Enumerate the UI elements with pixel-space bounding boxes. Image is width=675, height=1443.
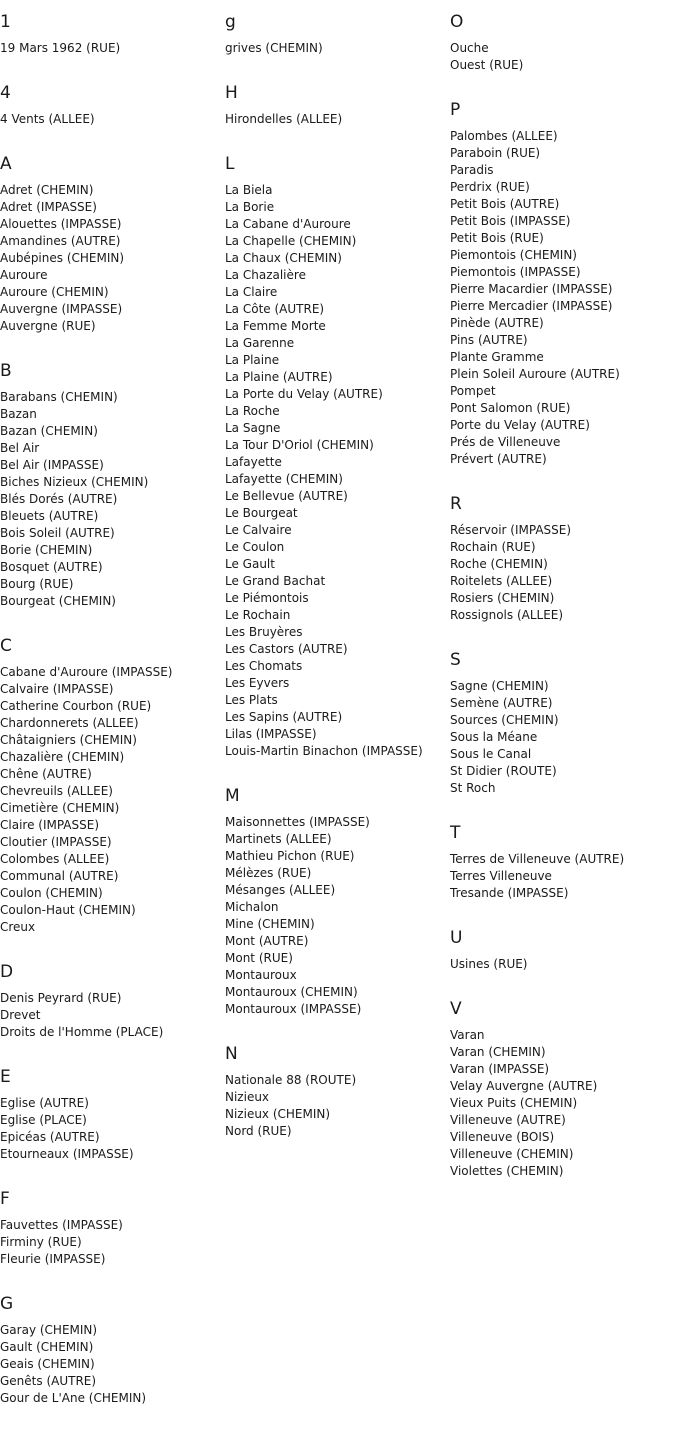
letter-section-r — [450, 494, 675, 624]
letter-section-s — [450, 650, 675, 797]
street-link[interactable]: Rossignols (ALLEE) — [450, 608, 564, 622]
street-link[interactable]: Eglise (PLACE) — [0, 1113, 87, 1127]
street-link[interactable]: Pins (AUTRE) — [450, 333, 528, 347]
street-link[interactable]: La Cabane d'Auroure — [225, 217, 351, 231]
street-list — [225, 40, 450, 57]
street-link[interactable]: Plein Soleil Auroure (AUTRE) — [450, 367, 620, 381]
street-link[interactable]: Fauvettes (IMPASSE) — [0, 1218, 123, 1232]
letter-section-u — [450, 928, 675, 973]
street-list — [0, 182, 225, 335]
street-link[interactable]: Hirondelles (ALLEE) — [225, 112, 343, 126]
letter-heading: P — [450, 100, 461, 120]
street-link[interactable]: Louis-Martin Binachon (IMPASSE) — [225, 744, 423, 758]
street-link[interactable]: Bleuets (AUTRE) — [0, 509, 99, 523]
street-link[interactable]: Petit Bois (IMPASSE) — [450, 214, 571, 228]
street-link[interactable]: Coulon-Haut (CHEMIN) — [0, 903, 136, 917]
street-link[interactable]: Blés Dorés (AUTRE) — [0, 492, 118, 506]
street-link[interactable]: Nord (RUE) — [225, 1124, 292, 1138]
street-link[interactable]: La Côte (AUTRE) — [225, 302, 325, 316]
street-link[interactable]: Communal (AUTRE) — [0, 869, 119, 883]
street-link[interactable]: Auroure (CHEMIN) — [0, 285, 109, 299]
street-link[interactable]: Usines (RUE) — [450, 957, 528, 971]
street-link[interactable]: Terres de Villeneuve (AUTRE) — [450, 852, 625, 866]
street-link[interactable]: Pont Salomon (RUE) — [450, 401, 571, 415]
street-link[interactable]: Lilas (IMPASSE) — [225, 727, 317, 741]
street-link[interactable]: La Borie — [225, 200, 275, 214]
street-link[interactable]: Ouest (RUE) — [450, 58, 524, 72]
street-list — [450, 956, 675, 973]
street-link[interactable]: Montauroux (IMPASSE) — [225, 1002, 362, 1016]
street-link[interactable]: Piemontois (IMPASSE) — [450, 265, 581, 279]
street-list — [450, 678, 675, 797]
street-link[interactable]: La Chaux (CHEMIN) — [225, 251, 342, 265]
letter-heading: H — [225, 83, 238, 103]
street-list — [225, 814, 450, 1018]
street-link[interactable]: Sous la Méane — [450, 730, 538, 744]
street-link[interactable]: Cimetière (CHEMIN) — [0, 801, 120, 815]
street-link[interactable]: Bel Air — [0, 441, 40, 455]
letter-section-v — [450, 999, 675, 1180]
letter-section-c — [0, 636, 225, 936]
letter-heading: U — [450, 928, 463, 948]
street-link[interactable]: Lafayette — [225, 455, 282, 469]
street-link[interactable]: Mine (CHEMIN) — [225, 917, 315, 931]
street-list — [450, 522, 675, 624]
street-list — [0, 1322, 225, 1407]
street-link[interactable]: Epicéas (AUTRE) — [0, 1130, 100, 1144]
street-list — [450, 40, 675, 74]
street-link[interactable]: Le Grand Bachat — [225, 574, 326, 588]
letter-heading: A — [0, 154, 12, 174]
street-link[interactable]: Catherine Courbon (RUE) — [0, 699, 152, 713]
street-link[interactable]: Rosiers (CHEMIN) — [450, 591, 555, 605]
street-link[interactable]: Tresande (IMPASSE) — [450, 886, 569, 900]
street-link[interactable]: La Sagne — [225, 421, 281, 435]
letter-section-e — [0, 1067, 225, 1163]
street-list — [450, 128, 675, 468]
street-link[interactable]: Creux — [0, 920, 36, 934]
street-link[interactable]: La Biela — [225, 183, 273, 197]
letter-heading: L — [225, 154, 235, 174]
street-link[interactable]: Nizieux — [225, 1090, 270, 1104]
street-link[interactable]: La Plaine (AUTRE) — [225, 370, 333, 384]
letter-section-h — [225, 83, 450, 128]
street-link[interactable]: Claire (IMPASSE) — [0, 818, 100, 832]
street-link[interactable]: Cabane d'Auroure (IMPASSE) — [0, 665, 173, 679]
street-link[interactable]: Châtaigniers (CHEMIN) — [0, 733, 137, 747]
street-column-2 — [225, 0, 450, 1166]
street-link[interactable]: Mésanges (ALLEE) — [225, 883, 336, 897]
street-link[interactable]: Cloutier (IMPASSE) — [0, 835, 112, 849]
letter-heading: E — [0, 1067, 11, 1087]
letter-section-1 — [0, 12, 225, 57]
street-list — [0, 1217, 225, 1268]
street-link[interactable]: Les Chomats — [225, 659, 303, 673]
street-link[interactable]: Adret (IMPASSE) — [0, 200, 97, 214]
street-link[interactable]: Aubépines (CHEMIN) — [0, 251, 125, 265]
street-link[interactable]: Michalon — [225, 900, 279, 914]
letter-section-g — [0, 1294, 225, 1407]
street-link[interactable]: Firminy (RUE) — [0, 1235, 82, 1249]
street-link[interactable]: La Chapelle (CHEMIN) — [225, 234, 357, 248]
street-link[interactable]: St Roch — [450, 781, 496, 795]
street-link[interactable]: Palombes (ALLEE) — [450, 129, 558, 143]
street-link[interactable]: Roche (CHEMIN) — [450, 557, 548, 571]
letter-heading: O — [450, 12, 464, 32]
street-link[interactable]: Pierre Macardier (IMPASSE) — [450, 282, 613, 296]
letter-section-o — [450, 12, 675, 74]
street-link[interactable]: Bazan (CHEMIN) — [0, 424, 98, 438]
street-link[interactable]: Chêne (AUTRE) — [0, 767, 92, 781]
letter-heading: F — [0, 1189, 10, 1209]
letter-heading: C — [0, 636, 12, 656]
letter-section-m — [225, 786, 450, 1018]
street-link[interactable]: Paradis — [450, 163, 494, 177]
letter-heading: 4 — [0, 83, 11, 103]
street-link[interactable]: Mélèzes (RUE) — [225, 866, 312, 880]
street-link[interactable]: Mont (AUTRE) — [225, 934, 309, 948]
street-link[interactable]: Les Castors (AUTRE) — [225, 642, 348, 656]
street-link[interactable]: Pierre Mercadier (IMPASSE) — [450, 299, 613, 313]
street-link[interactable]: Semène (AUTRE) — [450, 696, 553, 710]
street-link[interactable]: Piemontois (CHEMIN) — [450, 248, 577, 262]
street-link[interactable]: Auvergne (RUE) — [0, 319, 96, 333]
letter-section-n — [225, 1044, 450, 1140]
street-link[interactable]: La Garenne — [225, 336, 295, 350]
street-link[interactable]: Velay Auvergne (AUTRE) — [450, 1079, 598, 1093]
street-link[interactable]: St Didier (ROUTE) — [450, 764, 557, 778]
street-link[interactable]: Petit Bois (RUE) — [450, 231, 544, 245]
letter-section-t — [450, 823, 675, 902]
street-link[interactable]: Pompet — [450, 384, 496, 398]
street-link[interactable]: Varan (CHEMIN) — [450, 1045, 546, 1059]
street-link[interactable]: Rochain (RUE) — [450, 540, 536, 554]
street-link[interactable]: Mont (RUE) — [225, 951, 293, 965]
street-list — [0, 40, 225, 57]
street-link[interactable]: Calvaire (IMPASSE) — [0, 682, 114, 696]
street-link[interactable]: Le Calvaire — [225, 523, 292, 537]
letter-section-g — [225, 12, 450, 57]
street-link[interactable]: Auvergne (IMPASSE) — [0, 302, 123, 316]
street-link[interactable]: Sous le Canal — [450, 747, 532, 761]
street-link[interactable]: Prés de Villeneuve — [450, 435, 561, 449]
street-link[interactable]: La Chazalière — [225, 268, 306, 282]
street-link[interactable]: Villeneuve (CHEMIN) — [450, 1147, 574, 1161]
street-link[interactable]: Genêts (AUTRE) — [0, 1374, 97, 1388]
street-link[interactable]: Vieux Puits (CHEMIN) — [450, 1096, 578, 1110]
street-link[interactable]: La Porte du Velay (AUTRE) — [225, 387, 383, 401]
street-link[interactable]: Ouche — [450, 41, 489, 55]
street-link[interactable]: Le Bourgeat — [225, 506, 298, 520]
street-list — [225, 182, 450, 760]
letter-heading: M — [225, 786, 240, 806]
street-link[interactable]: Denis Peyrard (RUE) — [0, 991, 122, 1005]
street-link[interactable]: Borie (CHEMIN) — [0, 543, 93, 557]
street-list — [0, 664, 225, 936]
letter-heading: B — [0, 361, 12, 381]
street-link[interactable]: Maisonnettes (IMPASSE) — [225, 815, 370, 829]
street-link[interactable]: Bourg (RUE) — [0, 577, 74, 591]
street-link[interactable]: Plante Gramme — [450, 350, 544, 364]
street-list — [0, 389, 225, 610]
street-link[interactable]: Le Bellevue (AUTRE) — [225, 489, 348, 503]
street-link[interactable]: La Roche — [225, 404, 280, 418]
street-list — [450, 1027, 675, 1180]
street-link[interactable]: Les Eyvers — [225, 676, 290, 690]
street-link[interactable]: Gour de L'Ane (CHEMIN) — [0, 1391, 147, 1405]
street-link[interactable]: Amandines (AUTRE) — [0, 234, 121, 248]
street-link[interactable]: Fleurie (IMPASSE) — [0, 1252, 106, 1266]
street-link[interactable]: Chevreuils (ALLEE) — [0, 784, 113, 798]
street-link[interactable]: Villeneuve (BOIS) — [450, 1130, 555, 1144]
street-link[interactable]: Les Sapins (AUTRE) — [225, 710, 343, 724]
street-link[interactable]: Geais (CHEMIN) — [0, 1357, 95, 1371]
street-link[interactable]: Chazalière (CHEMIN) — [0, 750, 125, 764]
street-link[interactable]: Bourgeat (CHEMIN) — [0, 594, 116, 608]
street-link[interactable]: Violettes (CHEMIN) — [450, 1164, 564, 1178]
letter-heading: S — [450, 650, 461, 670]
street-link[interactable]: Coulon (CHEMIN) — [0, 886, 103, 900]
letter-heading: D — [0, 962, 14, 982]
street-link[interactable]: Terres Villeneuve — [450, 869, 552, 883]
street-link[interactable]: La Plaine — [225, 353, 280, 367]
street-link[interactable]: Varan — [450, 1028, 485, 1042]
street-link[interactable]: Prévert (AUTRE) — [450, 452, 547, 466]
street-link[interactable]: 19 Mars 1962 (RUE) — [0, 41, 121, 55]
letter-heading: V — [450, 999, 462, 1019]
street-link[interactable]: Le Gault — [225, 557, 275, 571]
street-link[interactable]: Etourneaux (IMPASSE) — [0, 1147, 134, 1161]
letter-section-f — [0, 1189, 225, 1268]
street-link[interactable]: Martinets (ALLEE) — [225, 832, 332, 846]
street-link[interactable]: Porte du Velay (AUTRE) — [450, 418, 590, 432]
street-link[interactable]: Bel Air (IMPASSE) — [0, 458, 104, 472]
street-list — [0, 990, 225, 1041]
letter-section-4 — [0, 83, 225, 128]
street-link[interactable]: Gault (CHEMIN) — [0, 1340, 94, 1354]
street-link[interactable]: Réservoir (IMPASSE) — [450, 523, 572, 537]
letter-section-l — [225, 154, 450, 760]
street-link[interactable]: Petit Bois (AUTRE) — [450, 197, 560, 211]
letter-heading: 1 — [0, 12, 11, 32]
street-link[interactable]: Montauroux — [225, 968, 297, 982]
street-link[interactable]: Nizieux (CHEMIN) — [225, 1107, 331, 1121]
street-link[interactable]: Biches Nizieux (CHEMIN) — [0, 475, 149, 489]
street-link[interactable]: Drevet — [0, 1008, 41, 1022]
street-link[interactable]: Le Piémontois — [225, 591, 309, 605]
street-link[interactable]: Auroure — [0, 268, 48, 282]
street-link[interactable]: Mathieu Pichon (RUE) — [225, 849, 355, 863]
street-link[interactable]: Villeneuve (AUTRE) — [450, 1113, 566, 1127]
street-column-3 — [450, 0, 675, 1206]
street-list — [0, 111, 225, 128]
street-link[interactable]: Les Bruyères — [225, 625, 303, 639]
letter-section-b — [0, 361, 225, 610]
street-link[interactable]: Sources (CHEMIN) — [450, 713, 559, 727]
street-link[interactable]: Garay (CHEMIN) — [0, 1323, 98, 1337]
street-list — [225, 111, 450, 128]
street-link[interactable]: Le Rochain — [225, 608, 291, 622]
street-link[interactable]: Bazan — [0, 407, 37, 421]
street-link[interactable]: Nationale 88 (ROUTE) — [225, 1073, 357, 1087]
street-link[interactable]: Paraboin (RUE) — [450, 146, 541, 160]
street-link[interactable]: Droits de l'Homme (PLACE) — [0, 1025, 164, 1039]
street-link[interactable]: Lafayette (CHEMIN) — [225, 472, 343, 486]
letter-heading: T — [450, 823, 461, 843]
street-link[interactable]: Le Coulon — [225, 540, 285, 554]
letter-heading: G — [0, 1294, 14, 1314]
street-link[interactable]: 4 Vents (ALLEE) — [0, 112, 95, 126]
letter-section-a — [0, 154, 225, 335]
street-link[interactable]: Adret (CHEMIN) — [0, 183, 94, 197]
street-link[interactable]: Barabans (CHEMIN) — [0, 390, 118, 404]
street-link[interactable]: grives (CHEMIN) — [225, 41, 323, 55]
street-link[interactable]: Bosquet (AUTRE) — [0, 560, 103, 574]
street-link[interactable]: Varan (IMPASSE) — [450, 1062, 550, 1076]
street-link[interactable]: Les Plats — [225, 693, 278, 707]
street-column-1 — [0, 0, 225, 1433]
street-link[interactable]: Montauroux (CHEMIN) — [225, 985, 358, 999]
street-link[interactable]: Colombes (ALLEE) — [0, 852, 110, 866]
street-link[interactable]: Eglise (AUTRE) — [0, 1096, 89, 1110]
street-list — [225, 1072, 450, 1140]
letter-section-d — [0, 962, 225, 1041]
street-link[interactable]: La Femme Morte — [225, 319, 326, 333]
letter-heading: g — [225, 12, 236, 32]
street-link[interactable]: Pinède (AUTRE) — [450, 316, 544, 330]
street-link[interactable]: Chardonnerets (ALLEE) — [0, 716, 139, 730]
letter-section-p — [450, 100, 675, 468]
street-list — [450, 851, 675, 902]
street-link[interactable]: Alouettes (IMPASSE) — [0, 217, 122, 231]
street-link[interactable]: Bois Soleil (AUTRE) — [0, 526, 115, 540]
street-link[interactable]: Perdrix (RUE) — [450, 180, 530, 194]
street-link[interactable]: Roitelets (ALLEE) — [450, 574, 553, 588]
street-link[interactable]: La Tour D'Oriol (CHEMIN) — [225, 438, 374, 452]
street-list — [0, 1095, 225, 1163]
letter-heading: N — [225, 1044, 238, 1064]
street-link[interactable]: Sagne (CHEMIN) — [450, 679, 549, 693]
letter-heading: R — [450, 494, 462, 514]
street-link[interactable]: La Claire — [225, 285, 278, 299]
